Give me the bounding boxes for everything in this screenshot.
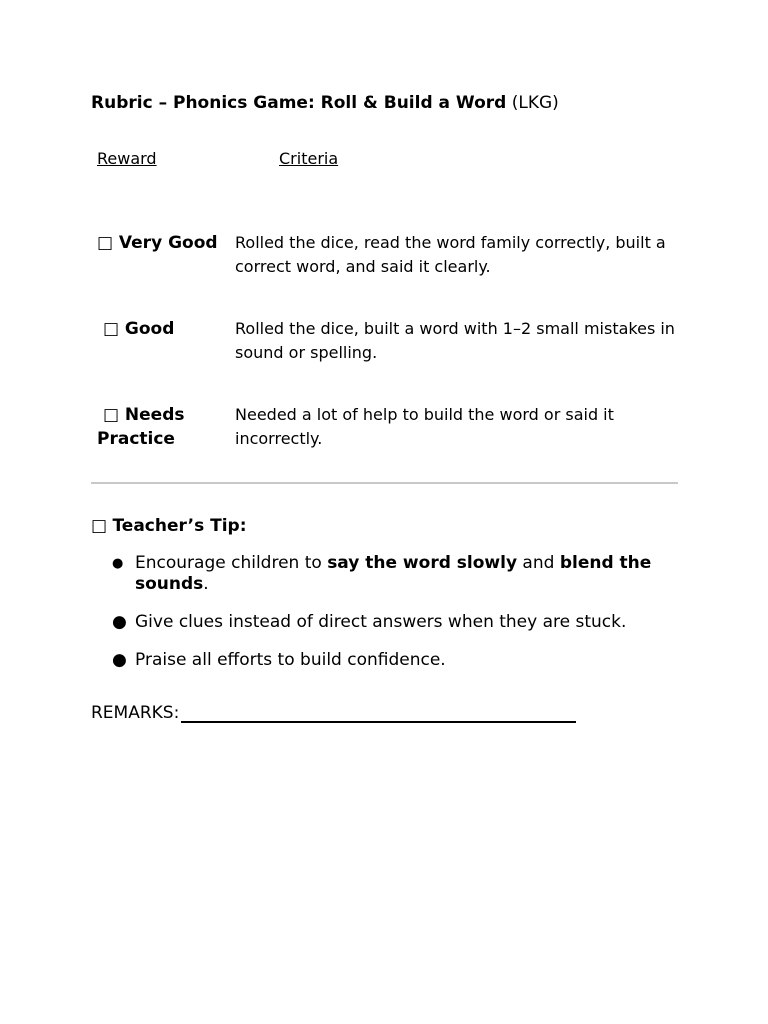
reward-good <box>103 317 174 341</box>
reward-label-line2: Practice <box>97 429 175 449</box>
remarks-label: REMARKS: <box>91 703 180 723</box>
teacher-tip-heading <box>91 516 247 536</box>
criteria-very-good: Rolled the dice, read the word family correctly, built a correct word, and said it clearly. <box>235 233 666 276</box>
divider <box>91 482 678 484</box>
tip-text: Praise all efforts to build confidence. <box>135 650 446 670</box>
title-main: Rubric – Phonics Game: Roll & Build a Word <box>91 93 507 113</box>
criteria-needs-practice: Needed a lot of help to build the word or said it incorrectly. <box>235 405 614 448</box>
reward-label: Good <box>124 319 175 339</box>
tip-text: . <box>203 574 209 594</box>
list-item <box>112 650 692 671</box>
reward-very-good <box>97 231 218 255</box>
checkbox-icon: □ <box>97 233 114 253</box>
teacher-tip-title: Teacher’s Tip: <box>112 516 247 536</box>
page-title <box>91 93 559 113</box>
checkbox-icon: □ <box>103 405 120 425</box>
tip-text: Encourage children to <box>135 553 328 573</box>
bullet-icon: ● <box>112 556 124 571</box>
checkbox-icon: □ <box>103 319 120 339</box>
tip-emphasis: say the word slowly <box>327 553 518 573</box>
criteria-good: Rolled the dice, built a word with 1–2 small mistakes in sound or spelling. <box>235 319 675 362</box>
tip-emphasis: blend the sounds <box>135 553 652 594</box>
reward-label: Very Good <box>118 233 218 253</box>
bullet-icon: ● <box>112 612 127 632</box>
tip-text: and <box>517 553 560 573</box>
remarks-field <box>91 703 576 723</box>
reward-header: Reward <box>97 149 157 168</box>
remarks-blank-line[interactable] <box>181 703 576 723</box>
reward-needs-practice <box>97 403 185 451</box>
list-item <box>112 612 692 633</box>
tip-text: Give clues instead of direct answers when they are stuck. <box>135 612 627 632</box>
title-suffix: (LKG) <box>511 93 559 113</box>
list-item <box>112 553 692 595</box>
criteria-header: Criteria <box>279 149 339 168</box>
reward-label-line1: Needs <box>124 405 185 425</box>
bullet-icon: ● <box>112 650 127 670</box>
lightbulb-icon: □ <box>91 516 108 536</box>
